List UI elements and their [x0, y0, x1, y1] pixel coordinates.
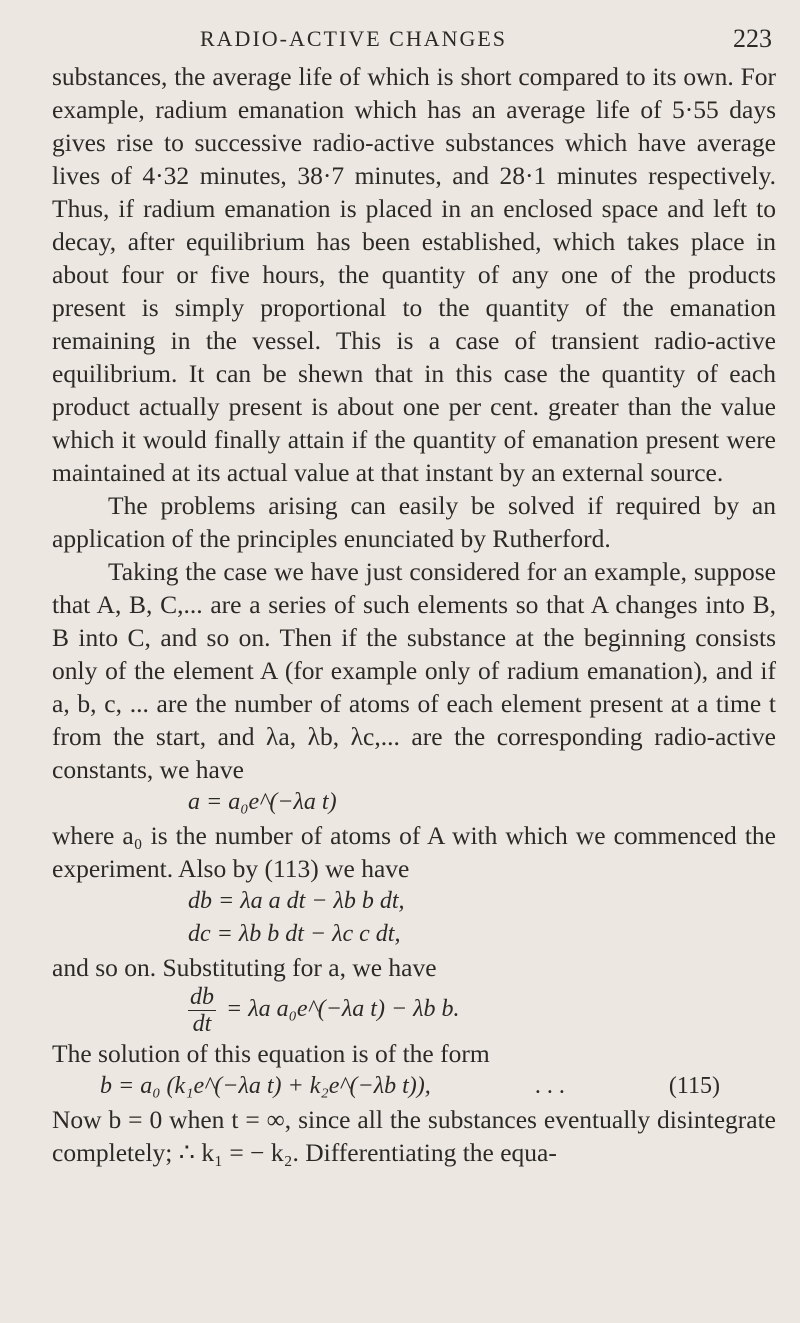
final-text: Now b = 0 when t = ∞, since all the substances eventually disintegrate completely; ∴ k₁ = − k₂. Differentiating the equa- [52, 1105, 776, 1167]
paragraph-1: substances, the average life of which is short compared to its own. For example, radium emanation which has an average life of 5·55 days gives rise to successive radio-active substances which have average lives of 4·32 minutes, 38·7 minutes, and 28·1 minutes respectively. Thus, if radium emanation is placed in an enclosed space and left to decay, after equilibrium has been established, which takes place in about four or five hours, the quantity of any one of the products present is simply proportional to the quantity of the emanation remaining in the vessel. This is a case of transient radio-active equilibrium. It can be shewn that in this case the quantity of each product actually present is about one per cent. greater than the value which it would finally attain if the quantity of emanation present were maintained at its actual value at that instant by an external source. [52, 62, 776, 487]
paragraph-2: The problems arising can easily be solved if required by an application of the principles enunciated by Rutherford. [52, 491, 776, 553]
fraction-db-dt [188, 984, 216, 1037]
and-so-on-text: and so on. Substituting for a, we have [52, 953, 437, 982]
where-text: where a₀ is the number of atoms of A with which we commenced the experiment. Also by (113) we have [52, 821, 776, 883]
body-text [52, 60, 776, 1169]
equation-solution [52, 1070, 720, 1103]
paragraph-3: Taking the case we have just considered for an example, suppose that A, B, C,... are a series of such elements so that A changes into B, B into C, and so on. Then if the substance at the beginning consists only of the element A (for example only of radium emanation), and if a, b, c, ... are the number of atoms of each element present at a time t from the start, and λa, λb, λc,... are the corresponding radio-active constants, we have [52, 557, 776, 784]
equation-differential [52, 984, 776, 1037]
equation-dc: dc = λb b dt − λc c dt, [188, 921, 401, 947]
differential-rhs: = λa a₀e^(−λa t) − λb b. [226, 996, 460, 1023]
solution-formula: b = a₀ (k₁e^(−λa t) + k₂e^(−λb t)), [100, 1073, 431, 1099]
page-number: 223 [733, 24, 772, 53]
solution-text: The solution of this equation is of the form [52, 1039, 490, 1068]
fraction-denominator: dt [192, 1011, 212, 1037]
equation-number: (115) [668, 1073, 720, 1099]
equation-decay: a = a₀e^(−λa t) [188, 789, 337, 815]
equation-db: db = λa a dt − λb b dt, [188, 888, 405, 914]
fraction-numerator: db [190, 984, 214, 1010]
solution-dots: . . . [534, 1073, 565, 1099]
running-head: RADIO-ACTIVE CHANGES [200, 26, 508, 51]
page-header [0, 14, 800, 54]
